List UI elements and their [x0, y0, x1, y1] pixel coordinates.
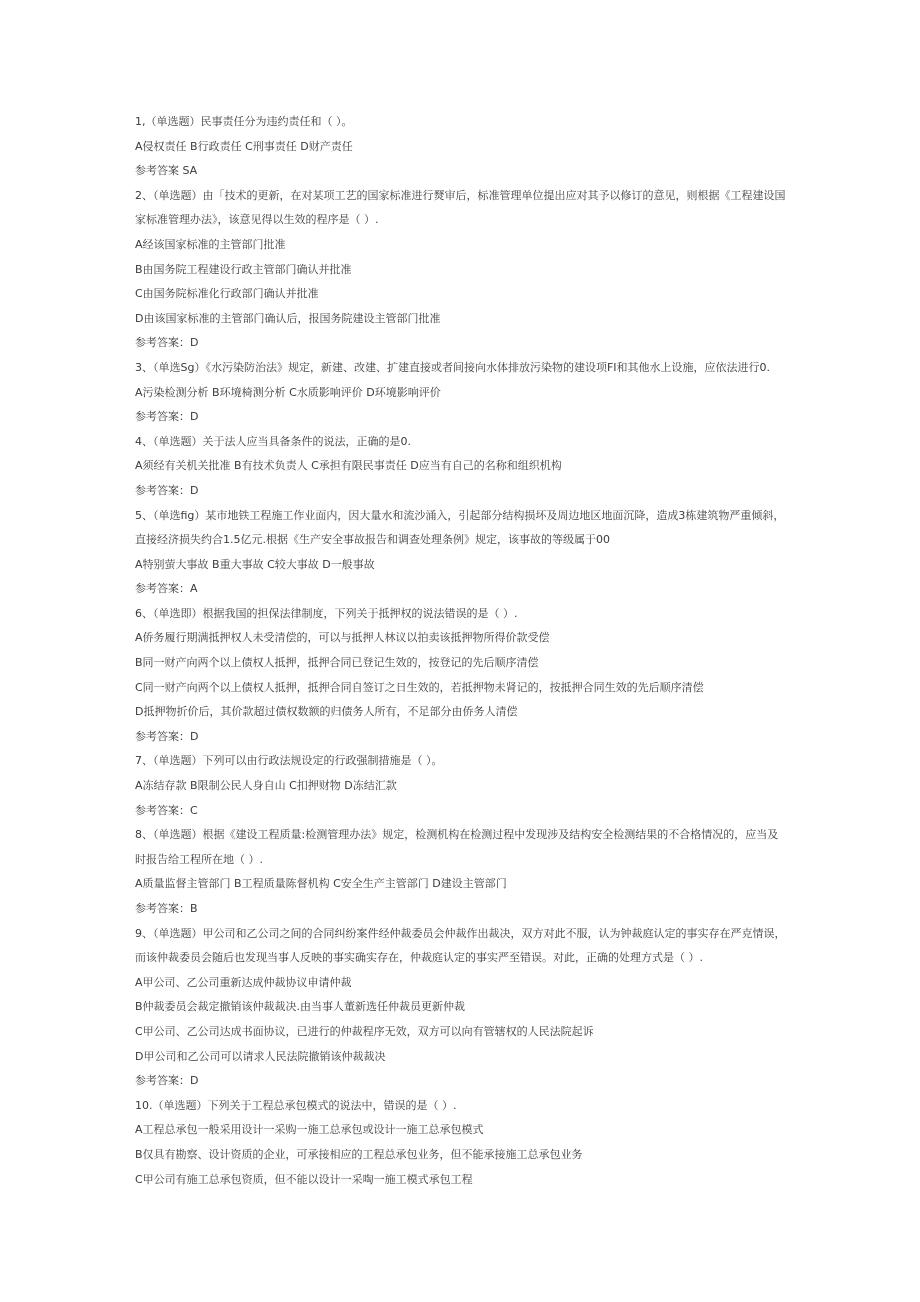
text-line: 参考答案：D [135, 336, 199, 350]
text-line: D抵押物折价后，其价款超过债权数额的归债务人所有，不足部分由侨务人清偿 [135, 705, 518, 719]
text-line: A冻结存款 B限制公民人身自山 C扣押财物 D冻结汇款 [135, 779, 397, 793]
text-line: 1,（单选题）民事责任分为违约责任和（ ）。 [135, 115, 353, 128]
text-line: 直接经济损失约合1.5亿元.根据《生产安全事故报告和调查处理条例》规定，该事故的等级属于00 [135, 533, 610, 547]
text-line: 参考答案：D [135, 410, 199, 424]
text-line: 10.（单选题）下列关于工程总承包模式的说法中，错误的是（ ）. [135, 1098, 457, 1112]
text-line: 2、（单选题）由「技术的更新，在对某项工艺的国家标准进行燹审后，标准管理单位提出应对其予以修订的意见，则根据《工程建设国 [135, 188, 786, 202]
text-line: 4、（单选题）关于法人应当具备条件的说法，正确的是0. [135, 434, 411, 448]
text-line: A须经有关机关批准 B有技术负责人 C承担有限民事责任 D应当有自己的名称和组织机构 [135, 459, 562, 473]
text-line: D甲公司和乙公司可以请求人民法院撤销该仲裁裁决 [135, 1049, 386, 1063]
text-line: 参考答案 SA [135, 164, 198, 178]
text-line: C由国务院标准化行政部门确认并批准 [135, 287, 319, 301]
text-line: A污染检测分析 B环境椅测分析 C水质影响评价 D环境影响评价 [135, 385, 441, 399]
text-line: A工程总承包一般采用设计一采购一施工总承包或设计一施工总承包模式 [135, 1123, 484, 1137]
text-line: 参考答案：D [135, 483, 199, 497]
text-line: D由该国家标准的主管部门确认后，报国务院建设主管部门批准 [135, 311, 441, 325]
text-line: C甲公司、乙公司达成书面协议，已进行的仲裁程序无效，双方可以向有管辖权的人民法院起诉 [135, 1024, 594, 1038]
text-line: B由国务院工程建设行政主管部门确认并批准 [135, 262, 352, 276]
text-line: 参考答案：B [135, 902, 198, 915]
text-line: B仅具有勘察、设计资质的企业，可承接相应的工程总承包业务，但不能承接施工总承包业务 [135, 1147, 583, 1161]
text-line: 时报告给工程所在地（ ）. [135, 852, 263, 866]
text-line: 5、（单选fig）某市地铁工程施工作业面内，因大量水和流沙涌入，引起部分结构损坏及周边地区地面沉降，造成3栋建筑物严重倾斜， [135, 508, 785, 522]
text-line: 参考答案：A [135, 582, 198, 596]
text-line: B同一财产向两个以上债权人抵押，抵押合同已登记生效的，按登记的先后顺序清偿 [135, 656, 539, 670]
text-line: 9、（单选题）甲公司和乙公司之间的合同纠纷案件经仲裁委员会仲裁作出裁决，双方对此不服，认为钟裁庭认定的事实存在严克情误， [135, 926, 786, 940]
text-line: A侵权责任 B行政责任 C刑事责任 D财产责任 [135, 139, 353, 153]
text-line: A特别萤大事故 B重大事故 C较大事故 D一般事故 [135, 557, 375, 571]
text-line: A质量监督主管部门 B工程质量陈督机构 C安全生产主管部门 D建设主管部门 [135, 877, 507, 891]
text-line: C甲公司有施工总承包资质，但不能以设计一采啕一施工模式承包工程 [135, 1172, 473, 1186]
document-body [135, 110, 835, 1192]
text-line: 参考答案：D [135, 1074, 199, 1088]
text-line: 而该仲裁委员会随后也发现当事人反映的事实确实存在，仲裁庭认定的事实严至错误。对此，正确的处理方式是（ ）. [135, 951, 703, 965]
text-line: A经该国家标准的主管部门批准 [135, 237, 286, 251]
text-line: A甲公司、乙公司重新达成仲裁协议申请仲裁 [135, 975, 352, 989]
text-line: 家标准管理办法》，该意见得以生效的程序是（ ）. [135, 213, 379, 227]
text-line: B仲裁委员会裁定撤销该仲裁裁决.由当事人董新选任仲裁员更新仲裁 [135, 1000, 466, 1014]
text-line: 参考答案：C [135, 803, 198, 817]
text-line: 8、（单选题）根据《建设工程质量:检测管理办法》规定，检测机构在检测过程中发现涉及结构安全检测结果的不合格情况的，应当及 [135, 828, 779, 842]
text-line: 7、（单选题）下列可以由行政法规设定的行政强制措施是（ ）。 [135, 754, 443, 768]
text-line: A侨务履行期满抵押权人未受清偿的，可以与抵押人林议以拍卖该抵押物所得价款受偿 [135, 631, 550, 645]
text-line: 3、（单选Sg）《水污染防治法》规定，新建、改建、扩建直接或者间接向水体排放污染物的建设项FI和其他水上设施，应依法进行0. [135, 360, 771, 374]
text-line: 参考答案：D [135, 729, 199, 743]
text-line: 6、（单选即）根据我国的担保法律制度，下列关于抵押权的说法错误的是（ ）. [135, 606, 518, 620]
text-line: C同一财产向两个以上债权人抵押，抵押合同自签订之日生效的，若抵押物未肾记的，按抵押合同生效的先后顺序清偿 [135, 680, 704, 694]
